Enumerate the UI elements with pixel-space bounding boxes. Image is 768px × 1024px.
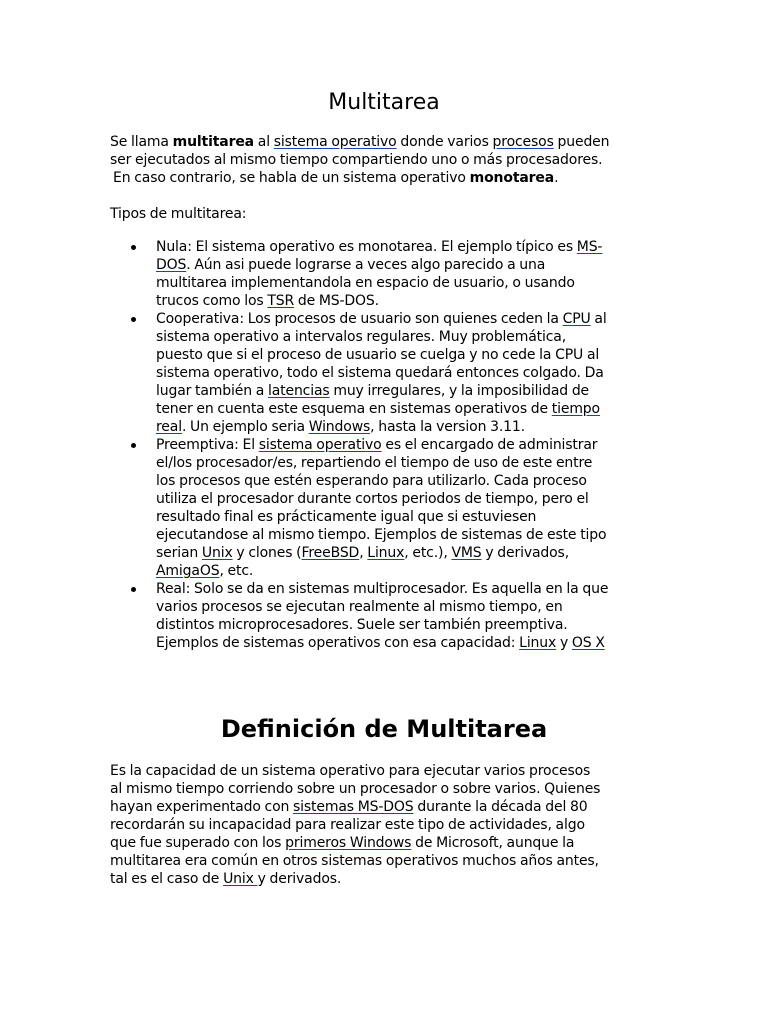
text-line: sistema operativo, todo el sistema quedará entonces colgado. Da xyxy=(156,365,604,381)
text-span: trucos como los xyxy=(156,293,268,309)
text-span: que fue superado con los xyxy=(110,835,286,851)
text-span: al xyxy=(590,311,607,327)
text-line: sistema operativo a intervalos regulares. Muy problemática, xyxy=(156,329,567,345)
link-latencias[interactable]: latencias xyxy=(267,383,330,399)
text-span: donde varios xyxy=(396,134,493,150)
bold-term-multitarea: multitarea xyxy=(172,134,254,150)
text-line: multitarea era común en otros sistemas operativos muchos años antes, xyxy=(110,853,599,869)
text-line: los procesos que estén esperando para utilizarlo. Cada proceso xyxy=(156,473,587,489)
link-sistema-operativo-2[interactable]: sistema operativo xyxy=(258,437,382,453)
text-line: Es la capacidad de un sistema operativo para ejecutar varios procesos xyxy=(110,763,591,779)
text-line xyxy=(156,292,768,310)
text-span: , etc. xyxy=(219,563,254,579)
text-line xyxy=(156,310,768,328)
link-linux-2[interactable]: Linux xyxy=(519,635,557,651)
text-span: es el encargado de administrar xyxy=(381,437,598,453)
list-item-preemptiva xyxy=(0,436,768,580)
text-line xyxy=(110,798,666,816)
link-tsr[interactable]: TSR xyxy=(267,293,295,309)
text-span: Ejemplos de sistemas operativos con esa capacidad: xyxy=(156,635,520,651)
text-line: resultado final es prácticamente igual que si estuviesen xyxy=(156,509,537,525)
text-span: tal es el caso de xyxy=(110,871,224,887)
intro-line-2: ser ejecutados al mismo tiempo compartiendo uno o más procesadores. xyxy=(110,152,603,168)
text-span: pueden xyxy=(553,134,610,150)
text-span: . Aún asi puede lograrse a veces algo parecido a una xyxy=(186,257,546,273)
text-line xyxy=(156,400,768,418)
link-procesos[interactable]: procesos xyxy=(492,134,554,150)
text-span: muy irregulares, y la imposibilidad de xyxy=(329,383,590,399)
bullet-icon xyxy=(131,317,136,322)
text-span: y derivados. xyxy=(257,871,342,887)
link-os-x[interactable]: OS X xyxy=(571,635,605,651)
text-line: ejecutandose al mismo tiempo. Ejemplos de sistemas de este tipo xyxy=(156,527,607,543)
text-span: tener en cuenta este esquema en sistemas operativos de xyxy=(156,401,552,417)
text-span: Preemptiva: El xyxy=(156,437,259,453)
text-span: , xyxy=(359,545,368,561)
text-span: y xyxy=(556,635,572,651)
text-span: serian xyxy=(156,545,202,561)
section-title-definicion: Definición de Multitarea xyxy=(220,715,548,743)
link-freebsd[interactable]: FreeBSD xyxy=(301,545,360,561)
link-cpu[interactable]: CPU xyxy=(562,311,591,327)
text-span: Cooperativa: Los procesos de usuario son quienes ceden la xyxy=(156,311,563,327)
text-line: al mismo tiempo corriendo sobre un procesador o sobre varios. Quienes xyxy=(110,781,601,797)
text-span: y derivados, xyxy=(481,545,569,561)
text-line xyxy=(110,870,666,888)
page-title: Multitarea xyxy=(328,90,440,115)
link-tiempo-real[interactable]: tiempo xyxy=(551,401,600,417)
text-span: de Microsoft, aunque la xyxy=(411,835,575,851)
link-ms-dos[interactable]: MS- xyxy=(576,239,603,255)
intro-line-3 xyxy=(110,169,666,187)
list-item-nula xyxy=(0,238,768,310)
link-windows[interactable]: Windows xyxy=(308,419,371,435)
link-ms-dos-cont[interactable]: DOS xyxy=(156,257,187,273)
text-line: puesto que si el proceso de usuario se cuelga y no cede la CPU al xyxy=(156,347,600,363)
text-line: recordarán su incapacidad para realizar este tipo de actividades, algo xyxy=(110,817,585,833)
link-unix[interactable]: Unix xyxy=(201,545,233,561)
link-unix-2[interactable]: Unix xyxy=(223,871,258,887)
text-line xyxy=(156,562,768,580)
text-span: Se llama xyxy=(110,134,173,150)
bold-term-monotarea: monotarea xyxy=(469,170,555,186)
bullet-icon xyxy=(131,443,136,448)
text-line xyxy=(156,238,768,256)
link-primeros-windows[interactable]: primeros Windows xyxy=(285,835,412,851)
text-span: , etc.), xyxy=(404,545,452,561)
text-line: utiliza el procesador durante cortos periodos de tiempo, pero el xyxy=(156,491,589,507)
bullet-icon xyxy=(131,245,136,250)
text-span: y clones ( xyxy=(232,545,302,561)
text-span: de MS-DOS. xyxy=(294,293,379,309)
bullet-icon xyxy=(131,587,136,592)
text-line: multitarea implementandola en espacio de usuario, o usando xyxy=(156,275,575,291)
text-line xyxy=(156,436,768,454)
text-span: , hasta la version 3.11. xyxy=(370,419,525,435)
text-line xyxy=(156,634,768,652)
text-span: Nula: El sistema operativo es monotarea. El ejemplo típico es xyxy=(156,239,577,255)
list-item-real xyxy=(0,580,768,652)
text-span: hayan experimentado con xyxy=(110,799,294,815)
list-item-cooperativa xyxy=(0,310,768,436)
text-line xyxy=(156,544,768,562)
link-amigaos[interactable]: AmigaOS xyxy=(156,563,220,579)
link-linux[interactable]: Linux xyxy=(367,545,405,561)
text-line: distintos microprocesadores. Suele ser también preemptiva. xyxy=(156,617,568,633)
tipos-label: Tipos de multitarea: xyxy=(110,206,247,222)
text-span: lugar también a xyxy=(156,383,268,399)
link-sistema-operativo[interactable]: sistema operativo xyxy=(273,134,397,150)
multitarea-types-list xyxy=(0,238,768,652)
text-line: el/los procesador/es, repartiendo el tiempo de uso de este entre xyxy=(156,455,593,471)
text-line xyxy=(156,382,768,400)
text-line xyxy=(110,834,666,852)
text-span: . xyxy=(554,170,559,186)
text-line: Real: Solo se da en sistemas multiprocesador. Es aquella en la que xyxy=(156,581,609,597)
text-span: . Un ejemplo seria xyxy=(181,419,309,435)
link-vms[interactable]: VMS xyxy=(451,545,482,561)
text-span: durante la década del 80 xyxy=(413,799,588,815)
text-span: al xyxy=(253,134,274,150)
intro-line-1 xyxy=(110,133,666,151)
link-sistemas-ms-dos[interactable]: sistemas MS-DOS xyxy=(293,799,414,815)
intro-paragraph xyxy=(110,133,666,187)
link-tiempo-real-cont[interactable]: real xyxy=(156,419,182,435)
definicion-paragraph xyxy=(110,762,666,888)
text-line xyxy=(156,256,768,274)
text-line xyxy=(156,418,768,436)
text-span: En caso contrario, se habla de un sistema operativo xyxy=(113,170,470,186)
text-line: varios procesos se ejecutan realmente al mismo tiempo, en xyxy=(156,599,563,615)
